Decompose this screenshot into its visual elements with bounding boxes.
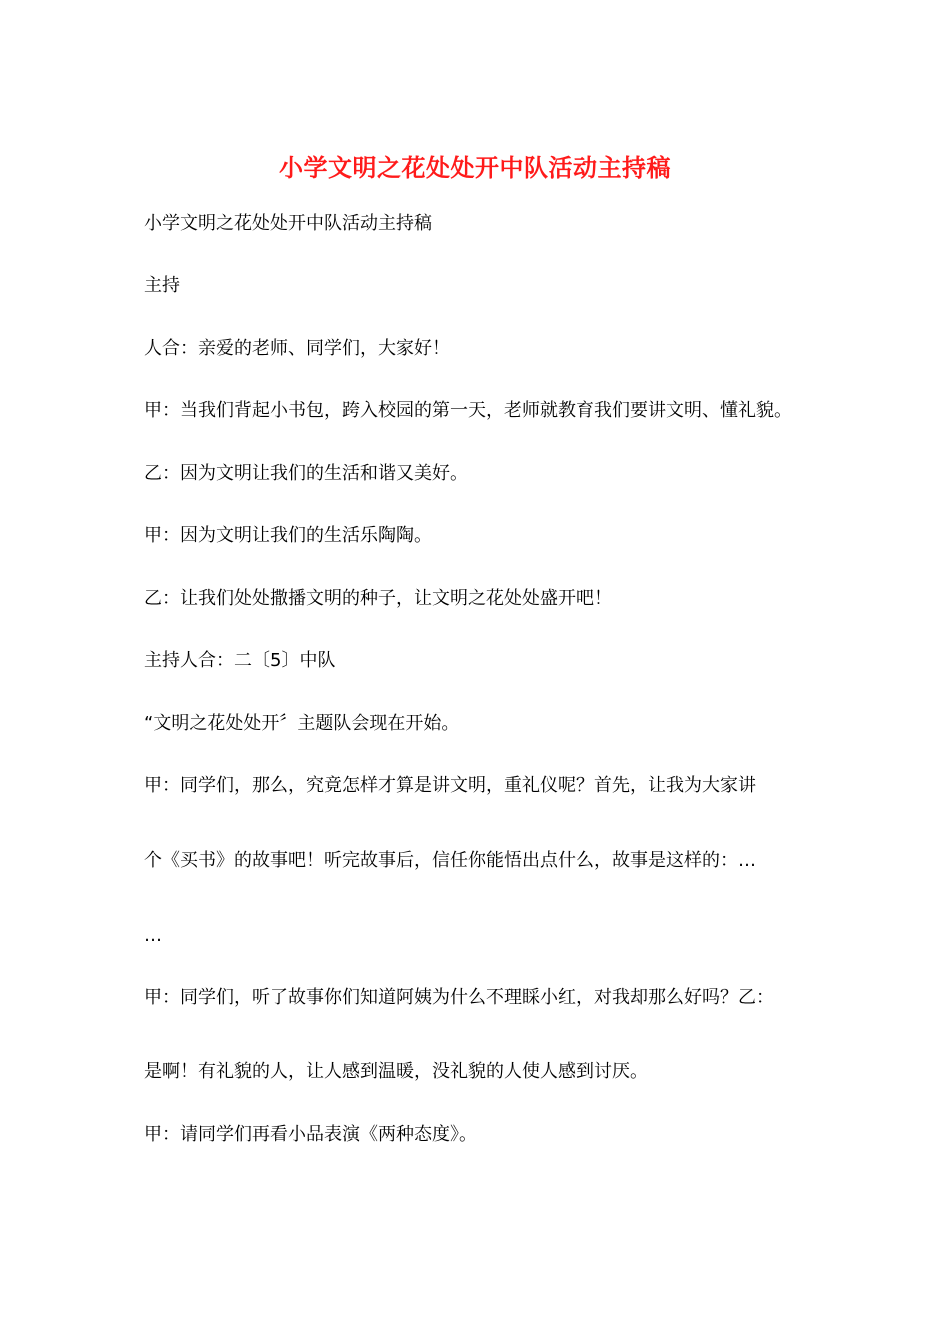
paragraph-line: 主持人合：二〔5〕中队 xyxy=(144,650,336,671)
paragraph-line: 甲：同学们，那么，究竟怎样才算是讲文明，重礼仪呢？首先，让我为大家讲 xyxy=(144,775,756,796)
paragraph-line: 甲：因为文明让我们的生活乐陶陶。 xyxy=(144,525,432,546)
document-title: 小学文明之花处处开中队活动主持稿 xyxy=(279,153,671,182)
paragraph-line: 甲：当我们背起小书包，跨入校园的第一天，老师就教育我们要讲文明、懂礼貌。 xyxy=(144,400,792,421)
subtitle-line: 小学文明之花处处开中队活动主持稿 xyxy=(144,213,432,234)
paragraph-line: … xyxy=(144,925,162,946)
paragraph-line: 主持 xyxy=(144,275,180,296)
paragraph-line: 甲：同学们，听了故事你们知道阿姨为什么不理睬小红，对我却那么好吗？乙： xyxy=(144,987,774,1008)
paragraph-line: 乙：因为文明让我们的生活和谐又美好。 xyxy=(144,463,468,484)
paragraph-line: 人合：亲爱的老师、同学们，大家好！ xyxy=(144,338,450,359)
paragraph-line: 甲：请同学们再看小品表演《两种态度》。 xyxy=(144,1124,477,1145)
paragraph-line: 个《买书》的故事吧！听完故事后，信任你能悟出点什么，故事是这样的：… xyxy=(144,850,756,871)
paragraph-line: 乙：让我们处处撒播文明的种子，让文明之花处处盛开吧！ xyxy=(144,588,612,609)
paragraph-line: “文明之花处处开〞主题队会现在开始。 xyxy=(144,713,460,734)
paragraph-line: 是啊！有礼貌的人，让人感到温暖，没礼貌的人使人感到讨厌。 xyxy=(144,1061,648,1082)
